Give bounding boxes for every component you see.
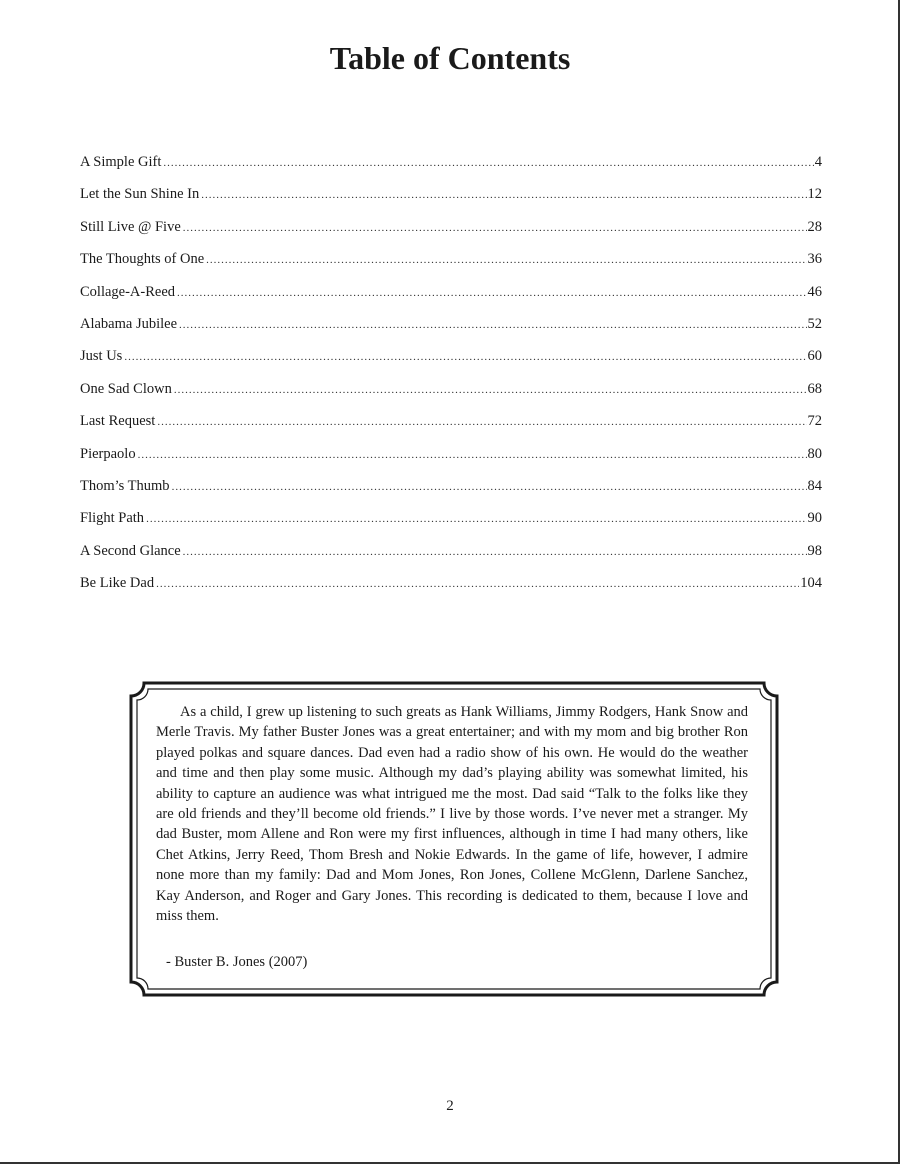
toc-entry xyxy=(80,217,822,249)
toc-dot-leader xyxy=(138,445,807,465)
toc-entry-page: 84 xyxy=(807,477,822,494)
toc-dot-leader xyxy=(174,380,807,400)
toc-entry xyxy=(80,508,822,540)
toc-entry-page: 46 xyxy=(807,283,822,300)
toc-dot-leader xyxy=(206,250,806,270)
toc-dot-leader xyxy=(179,315,806,335)
toc-dot-leader xyxy=(177,283,806,303)
dedication-text: As a child, I grew up listening to such greats as Hank Williams, Jimmy Rodgers, Hank Snow and Merle Travis. My father Buster Jones was a great entertainer; and with my mom and big brother Ron played polkas and square dances. Dad even had a radio show of his own. He would do the weather and time and then play some music. Although my dad’s playing ability was somewhat limited, his ability to capture an audience was what intrigued me the most. Dad said “Talk to the folks like they are old friends and they’ll become old friends.” I live by those words. I’ve never met a stranger. My dad Buster, mom Allene and Ron were my first influences, although in time I had many others, like Chet Atkins, Jerry Reed, Thom Bresh and Nokie Edwards. In the game of life, however, I admire none more than my family: Dad and Mom Jones, Ron Jones, Collene McGlenn, Darlene Sanchez, Kay Anderson, and Roger and Gary Jones. This recording is dedicated to them, because I love and miss them. xyxy=(156,704,748,925)
toc-entry xyxy=(80,184,822,216)
toc-entry-page: 98 xyxy=(807,542,822,559)
toc-dot-leader xyxy=(157,412,806,432)
toc-entry-title: Collage-A-Reed xyxy=(80,283,176,300)
page-number: 2 xyxy=(446,1098,454,1114)
toc-dot-leader xyxy=(163,153,813,173)
toc-entry-title: Thom’s Thumb xyxy=(80,477,170,494)
toc-dot-leader xyxy=(183,542,807,562)
toc-entry-title: Let the Sun Shine In xyxy=(80,186,200,203)
dedication-frame xyxy=(128,680,780,998)
toc-entry xyxy=(80,152,822,184)
toc-entry-page: 68 xyxy=(807,380,822,397)
toc-entry-title: One Sad Clown xyxy=(80,380,172,397)
toc-entry-page: 52 xyxy=(807,315,822,332)
toc-entry xyxy=(80,282,822,314)
toc-entry xyxy=(80,249,822,281)
toc-dot-leader xyxy=(124,347,806,367)
toc-entry xyxy=(80,444,822,476)
toc-entry-page: 4 xyxy=(814,154,822,170)
page-title: Table of Contents xyxy=(329,40,571,76)
toc-entry-title: Last Request xyxy=(80,413,156,430)
toc-dot-leader xyxy=(172,477,807,497)
toc-entry xyxy=(80,411,822,443)
toc-dot-leader xyxy=(146,509,806,529)
toc-entry-title: Alabama Jubilee xyxy=(80,315,178,332)
table-of-contents xyxy=(80,152,822,605)
toc-entry-page: 90 xyxy=(807,510,822,527)
toc-entry-title: Just Us xyxy=(80,348,123,365)
toc-dot-leader xyxy=(183,218,807,238)
toc-entry-page: 12 xyxy=(807,186,822,203)
toc-dot-leader xyxy=(156,574,799,594)
toc-entry-page: 80 xyxy=(807,445,822,462)
toc-entry-page: 104 xyxy=(800,575,822,592)
toc-entry xyxy=(80,346,822,378)
toc-entry xyxy=(80,573,822,605)
toc-entry xyxy=(80,541,822,573)
toc-entry-title: Be Like Dad xyxy=(80,575,155,592)
toc-entry-title: A Simple Gift xyxy=(80,154,162,170)
toc-entry-title: A Second Glance xyxy=(80,542,181,559)
toc-entry-page: 72 xyxy=(807,413,822,430)
toc-entry-title: The Thoughts of One xyxy=(80,251,205,268)
toc-entry-page: 28 xyxy=(807,218,822,235)
dedication-signature: - Buster B. Jones (2007) xyxy=(166,954,308,970)
toc-entry-title: Flight Path xyxy=(80,510,145,527)
toc-entry xyxy=(80,476,822,508)
toc-dot-leader xyxy=(201,185,806,205)
toc-entry-page: 36 xyxy=(807,251,822,268)
toc-entry xyxy=(80,379,822,411)
toc-entry-page: 60 xyxy=(807,348,822,365)
toc-entry-title: Pierpaolo xyxy=(80,445,136,462)
toc-entry-title: Still Live @ Five xyxy=(80,218,181,235)
toc-entry xyxy=(80,314,822,346)
